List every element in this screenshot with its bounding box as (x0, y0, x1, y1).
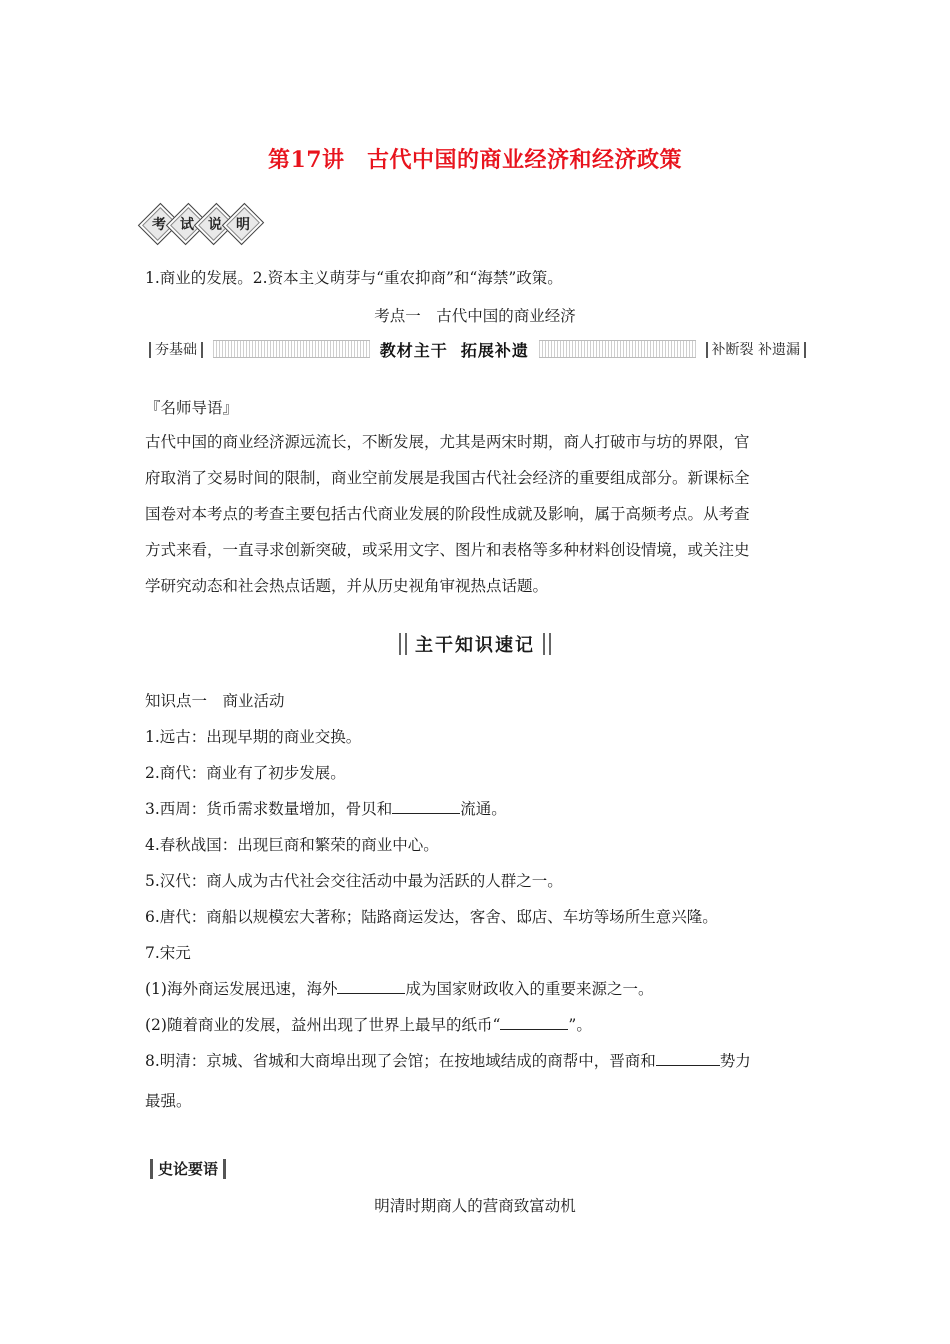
badge-char-4: 明 (222, 203, 264, 245)
banner-left: 夯基础 (145, 339, 207, 359)
shilun-label: 史论要语 (158, 1160, 219, 1178)
banner-center: 教材主干 拓展补遗 (379, 340, 529, 360)
list-item: 8.明清：京城、省城和大商埠出现了会馆；在按地域结成的商帮中，晋商和 势力 (145, 1052, 751, 1070)
intro-line: 方式来看，一直寻求创新突破，或采用文字、图片和表格等多种材料创设情境，或关注史 (145, 541, 750, 559)
intro-label: 『名师导语』 (145, 399, 239, 417)
intro-paragraph (145, 424, 810, 604)
blank-field (656, 1051, 720, 1066)
list-item: 2.商代：商业有了初步发展。 (145, 764, 346, 782)
exam-description-text: 1.商业的发展。2.资本主义萌芽与“重农抑商”和“海禁”政策。 (145, 269, 563, 287)
point-heading: 考点一 古代中国的商业经济 (374, 307, 576, 325)
list-item: 6.唐代：商船以规模宏大著称；陆路商运发达，客舍、邸店、车坊等场所生意兴隆。 (145, 908, 718, 926)
banner-hatch-right (539, 340, 696, 358)
list-item-continuation: 最强。 (145, 1092, 192, 1110)
list-item: (1)海外商运发展迅速，海外 成为国家财政收入的重要来源之一。 (145, 980, 654, 998)
banner-hatch-left (213, 340, 370, 358)
section-title-box (0, 631, 950, 657)
list-item: 7.宋元 (145, 944, 191, 962)
intro-line: 府取消了交易时间的限制，商业空前发展是我国古代社会经济的重要组成部分。新课标全 (145, 469, 750, 487)
list-item: 3.西周：货币需求数量增加，骨贝和 流通。 (145, 800, 507, 818)
badge-char-2: 试 (166, 203, 208, 245)
intro-line: 学研究动态和社会热点话题，并从历史视角审视热点话题。 (145, 577, 549, 595)
badge-char-3: 说 (194, 203, 236, 245)
blank-field (337, 979, 405, 994)
section-banner (145, 338, 810, 360)
intro-line: 国卷对本考点的考查主要包括古代商业发展的阶段性成就及影响，属于高频考点。从考查 (145, 505, 750, 523)
badge-char-1: 考 (138, 203, 180, 245)
banner-right: 补断裂 补遗漏 (702, 339, 810, 359)
list-item: 1.远古：出现早期的商业交换。 (145, 728, 362, 746)
list-item: 5.汉代：商人成为古代社会交往活动中最为活跃的人群之一。 (145, 872, 563, 890)
blank-field (500, 1015, 568, 1030)
page-title: 第17讲 古代中国的商业经济和经济政策 (267, 147, 683, 173)
shilun-label-box (145, 1158, 231, 1179)
list-item: (2)随着商业的发展，益州出现了世界上最早的纸币“ ”。 (145, 1016, 592, 1034)
section-title: 主干知识速记 (415, 635, 535, 656)
shilun-title: 明清时期商人的营商致富动机 (374, 1197, 576, 1215)
intro-line: 古代中国的商业经济源远流长，不断发展，尤其是两宋时期，商人打破市与坊的界限，官 (145, 433, 750, 451)
exam-description-badge (145, 210, 257, 238)
blank-field (392, 799, 460, 814)
knowledge-heading: 知识点一 商业活动 (145, 692, 285, 710)
list-item: 4.春秋战国：出现巨商和繁荣的商业中心。 (145, 836, 439, 854)
